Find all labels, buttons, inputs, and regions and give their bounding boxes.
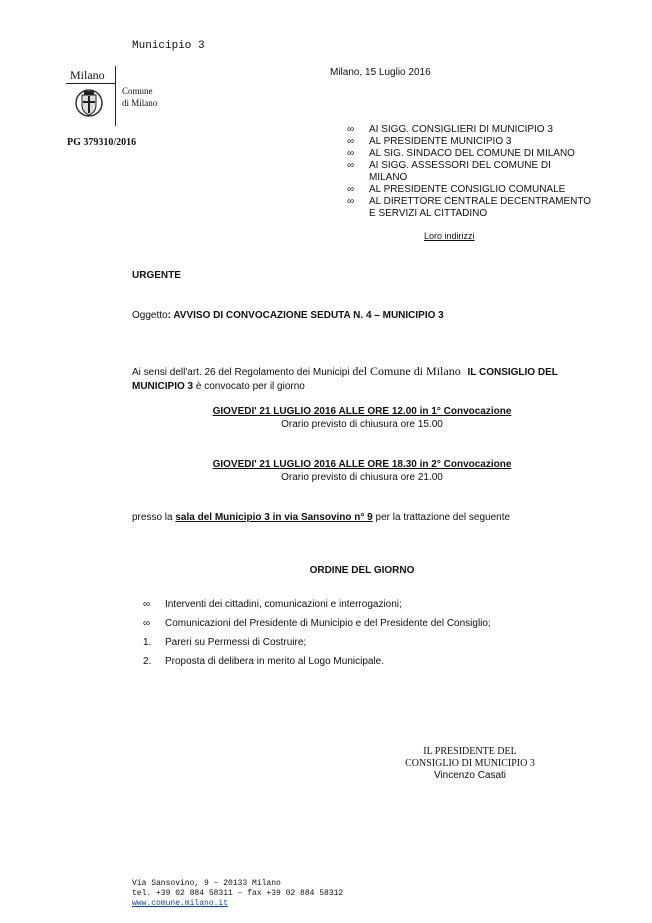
session-1	[132, 405, 592, 431]
footer-address: Via Sansovino, 9 – 20133 Milano	[132, 879, 281, 888]
agenda-item: 1. Pareri su Permessi di Costruire;	[143, 637, 307, 648]
recipient-item: ∞ AL DIRETTORE CENTRALE DECENTRAMENTO	[347, 196, 592, 207]
session-title: GIOVEDI' 21 LUGLIO 2016 ALLE ORE 18.30 in 2° Convocazione	[212, 459, 512, 470]
location-line: presso la sala del Municipio 3 in via Sansovino n° 9 per la trattazione del seguente	[132, 512, 511, 523]
urgent-label: URGENTE	[132, 270, 181, 281]
session-title: GIOVEDI' 21 LUGLIO 2016 ALLE ORE 12.00 in 1° Convocazione	[212, 406, 512, 417]
logo-line2: di Milano	[122, 98, 158, 108]
session-closing: Orario previsto di chiusura ore 15.00	[281, 419, 443, 430]
recipient-item: ∞ AL PRESIDENTE CONSIGLIO COMUNALE	[347, 184, 566, 195]
recipient-item: ∞ AI SIGG. CONSIGLIERI DI MUNICIPIO 3	[347, 124, 553, 135]
subject-text: : AVVISO DI CONVOCAZIONE SEDUTA N. 4 – MUNICIPIO 3	[167, 310, 444, 321]
comune-logo	[66, 66, 166, 126]
subject-line	[132, 310, 444, 321]
addresses-note: Loro indirizzi	[424, 231, 475, 241]
logo-line1: Comune	[122, 86, 153, 96]
recipient-item: ∞ AI SIGG. ASSESSORI DEL COMUNE DI	[347, 160, 551, 171]
recipient-item-cont: E SERVIZI AL CITTADINO	[369, 208, 488, 219]
footer	[132, 879, 343, 909]
protocol-number: PG 379310/2016	[67, 137, 137, 148]
agenda-list	[143, 595, 491, 671]
recipients-list	[347, 124, 591, 220]
session-closing: Orario previsto di chiusura ore 21.00	[281, 472, 443, 483]
recipient-item-cont: MILANO	[369, 172, 408, 183]
website-link[interactable]: www.comune.milano.it	[132, 899, 229, 908]
signature-block: IL PRESIDENTE DEL CONSIGLIO DI MUNICIPIO 3 Vincenzo Casati	[405, 746, 535, 781]
coat-of-arms-icon	[74, 88, 104, 118]
recipient-item: ∞ AL PRESIDENTE MUNICIPIO 3	[347, 136, 512, 147]
place-date: Milano, 15 Luglio 2016	[330, 67, 431, 78]
footer-phone: tel. +39 02 884 58311 – fax +39 02 884 58312	[132, 889, 344, 898]
agenda-item: ∞ Comunicazioni del Presidente di Municipio e del Presidente del Consiglio;	[143, 618, 491, 629]
agenda-title: ORDINE DEL GIORNO	[309, 565, 415, 576]
subject-label: Oggetto	[132, 310, 168, 321]
intro-paragraph: Ai sensi dell'art. 26 del Regolamento dei Municipi del Comune di Milano IL CONSIGLIO DEL MUNICIPIO 3 è convocato per il giorno	[132, 364, 558, 392]
recipient-item: ∞ AL SIG. SINDACO DEL COMUNE DI MILANO	[347, 148, 575, 159]
agenda-item: 2. Proposta di delibera in merito al Logo Municipale.	[143, 656, 385, 667]
logo-city: Milano	[70, 68, 105, 82]
meeting-place: sala del Municipio 3 in via Sansovino n° 9	[175, 512, 373, 523]
session-2	[132, 458, 592, 484]
agenda-item: ∞ Interventi dei cittadini, comunicazioni e interrogazioni;	[143, 599, 402, 610]
office-name: Municipio 3	[132, 40, 205, 52]
